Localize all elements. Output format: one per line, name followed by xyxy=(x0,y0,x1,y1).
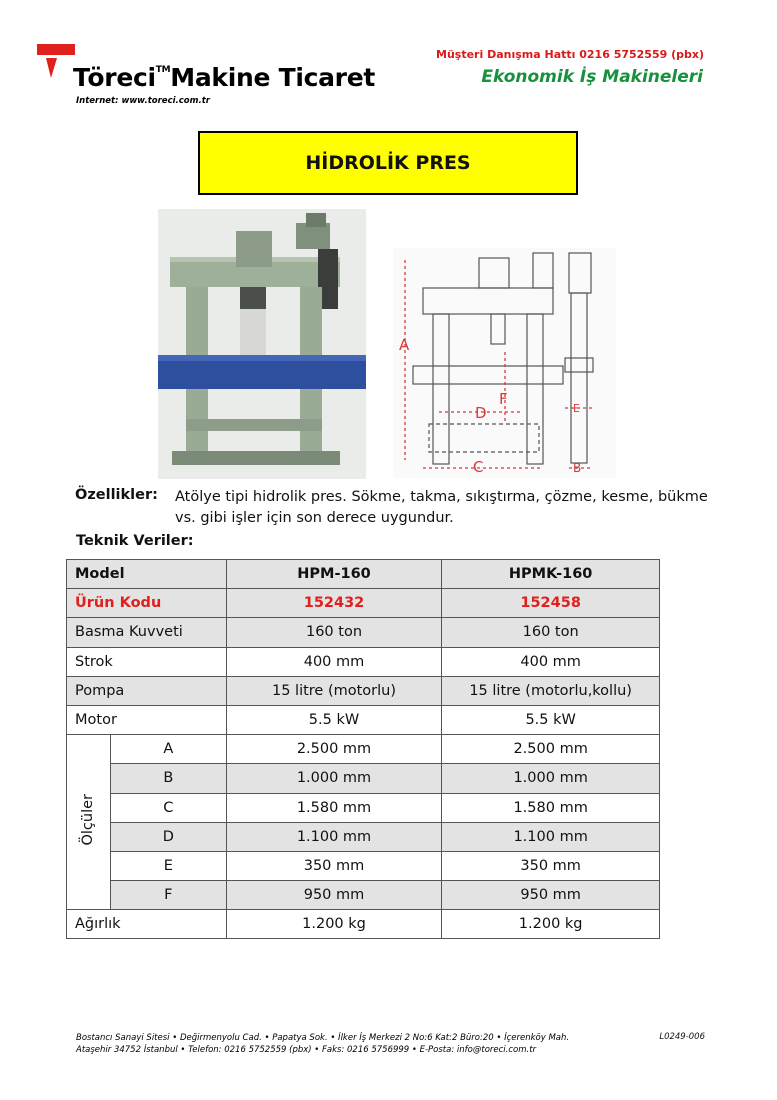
footer-line: Bostancı Sanayi Sitesi • Değirmenyolu Cad. • Papatya Sok. • İlker İş Merkezi 2 No:6 Kat:2 Büro:20 • İçerenköy Mah. xyxy=(76,1033,570,1043)
tagline-text: Ekonomik İş Makineleri xyxy=(481,67,703,87)
technical-data-label: Teknik Veriler: xyxy=(76,533,194,549)
table-cell: 1.000 mm xyxy=(442,764,660,793)
row-label: Strok xyxy=(67,647,227,676)
row-label: Motor xyxy=(67,705,227,734)
website-text: Internet: www.toreci.com.tr xyxy=(76,96,210,106)
dimensions-label: Ölçüler xyxy=(80,794,97,846)
table-row xyxy=(67,589,660,618)
table-cell: 1.000 mm xyxy=(226,764,442,793)
row-label: Basma Kuvveti xyxy=(67,618,227,647)
footer-address xyxy=(76,1032,569,1056)
table-row xyxy=(67,676,660,705)
table-cell: 350 mm xyxy=(226,851,442,880)
dim-label: C xyxy=(110,793,226,822)
dim-label: E xyxy=(110,851,226,880)
dim-label: A xyxy=(110,735,226,764)
drawing-label-f: F xyxy=(499,390,508,408)
model-cell: HPMK-160 xyxy=(442,560,660,589)
table-row xyxy=(67,851,660,880)
features-text: Atölye tipi hidrolik pres. Sökme, takma, sıkıştırma, çözme, kesme, bükme vs. gibi işler için son derece uygundur. xyxy=(175,489,708,526)
table-cell: 1.200 kg xyxy=(442,910,660,939)
table-cell: 1.100 mm xyxy=(226,822,442,851)
table-cell: 1.580 mm xyxy=(442,793,660,822)
drawing-label-a: A xyxy=(399,336,410,354)
model-cell: HPM-160 xyxy=(226,560,442,589)
row-label: Pompa xyxy=(67,676,227,705)
code-cell: 152432 xyxy=(226,589,442,618)
dim-label: B xyxy=(110,764,226,793)
table-row xyxy=(67,647,660,676)
table-row xyxy=(67,764,660,793)
table-cell: 5.5 kW xyxy=(442,705,660,734)
model-label: Model xyxy=(67,560,227,589)
table-cell: 2.500 mm xyxy=(226,735,442,764)
table-cell: 160 ton xyxy=(442,618,660,647)
product-photo xyxy=(158,209,366,479)
table-row xyxy=(67,705,660,734)
table-cell: 400 mm xyxy=(226,647,442,676)
table-row xyxy=(67,910,660,939)
table-row xyxy=(67,735,660,764)
brand-name: Töreci™Makine Ticaret xyxy=(73,63,376,92)
title-box xyxy=(198,131,578,195)
code-label: Ürün Kodu xyxy=(67,589,227,618)
table-cell: 5.5 kW xyxy=(226,705,442,734)
table-cell: 350 mm xyxy=(442,851,660,880)
table-row xyxy=(67,881,660,910)
drawing-label-e: E xyxy=(573,402,580,415)
table-cell: 400 mm xyxy=(442,647,660,676)
table-cell: 950 mm xyxy=(226,881,442,910)
table-cell: 15 litre (motorlu,kollu) xyxy=(442,676,660,705)
spec-table xyxy=(66,559,660,939)
table-row xyxy=(67,793,660,822)
drawing-label-c: C xyxy=(473,458,484,476)
hotline-text: Müşteri Danışma Hattı 0216 5752559 (pbx) xyxy=(436,48,704,61)
technical-drawing xyxy=(393,248,616,478)
dim-label: D xyxy=(110,822,226,851)
page-title: HİDROLİK PRES xyxy=(305,152,471,174)
features-label: Özellikler: xyxy=(75,487,158,503)
table-cell: 1.200 kg xyxy=(226,910,442,939)
dim-label: F xyxy=(110,881,226,910)
drawing-label-b: B xyxy=(573,461,582,475)
code-cell: 152458 xyxy=(442,589,660,618)
drawing-label-d: D xyxy=(475,404,487,422)
table-row xyxy=(67,560,660,589)
table-cell: 15 litre (motorlu) xyxy=(226,676,442,705)
table-cell: 160 ton xyxy=(226,618,442,647)
table-row xyxy=(67,618,660,647)
table-cell: 1.580 mm xyxy=(226,793,442,822)
table-cell: 950 mm xyxy=(442,881,660,910)
table-cell: 1.100 mm xyxy=(442,822,660,851)
table-row xyxy=(67,822,660,851)
document-number: L0249-006 xyxy=(659,1032,705,1042)
footer-line: Ataşehir 34752 İstanbul • Telefon: 0216 5752559 (pbx) • Faks: 0216 5756999 • E-Posta: info@toreci.com.tr xyxy=(76,1045,537,1055)
table-cell: 2.500 mm xyxy=(442,735,660,764)
row-label: Ağırlık xyxy=(67,910,227,939)
dimensions-label-cell xyxy=(67,735,111,910)
